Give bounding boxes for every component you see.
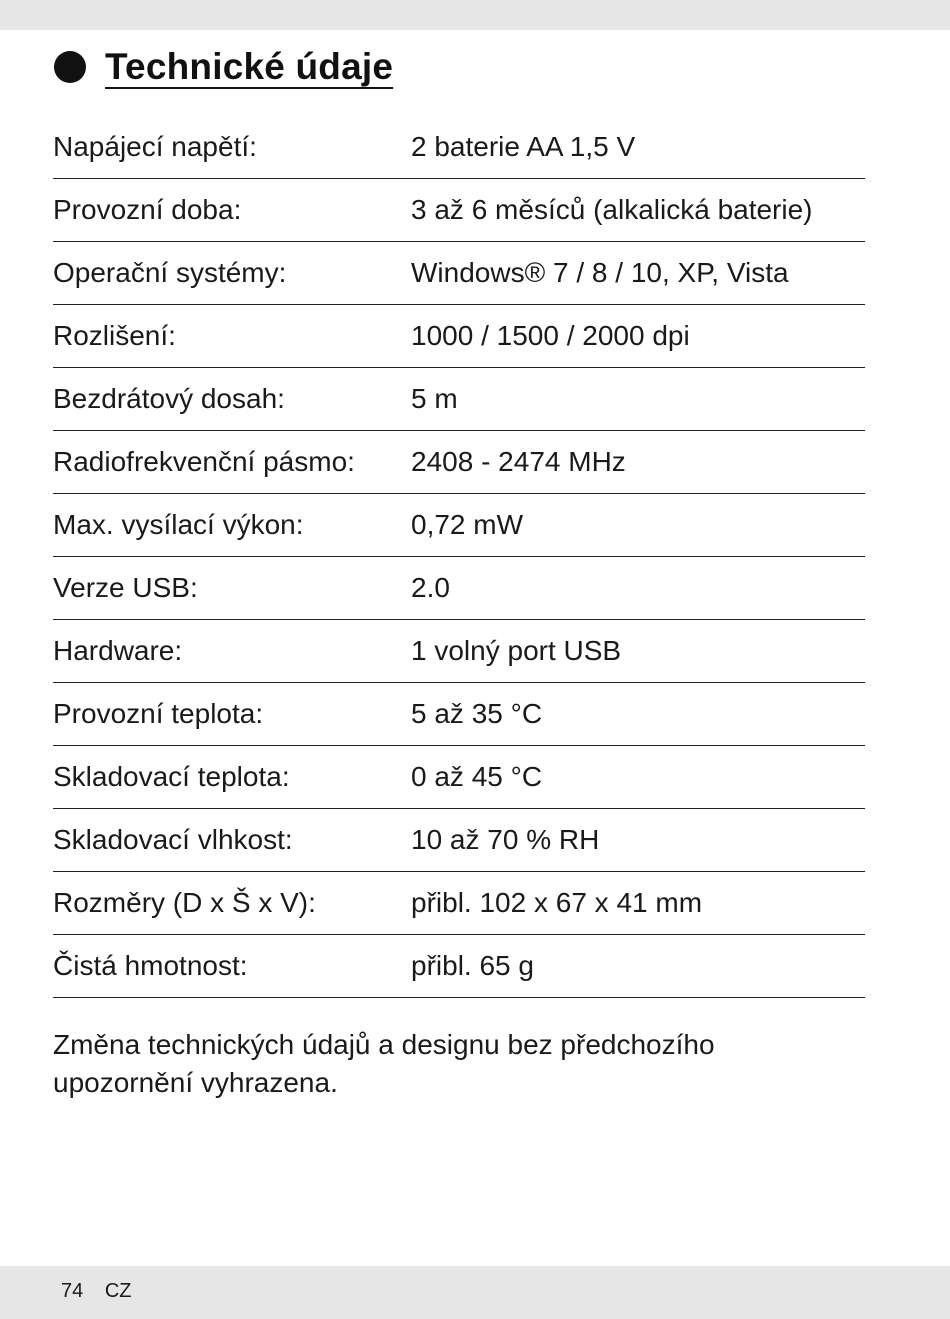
bullet-dot-icon [54,51,86,83]
spec-table [53,116,865,998]
table-row [53,494,865,557]
footer-band [0,1266,950,1319]
spec-value: 0,72 mW [411,509,524,540]
page-title: Technické údaje [105,46,394,87]
table-row [53,683,865,746]
spec-label: Rozměry (D x Š x V): [53,887,316,918]
spec-value: 0 až 45 °C [411,761,543,792]
top-margin-band [0,0,950,30]
spec-label: Max. vysílací výkon: [53,509,304,540]
spec-value: 1000 / 1500 / 2000 dpi [411,320,690,351]
spec-label: Napájecí napětí: [53,131,257,162]
spec-label: Provozní teplota: [53,698,264,729]
table-row [53,935,865,998]
table-row [53,809,865,872]
spec-label: Rozlišení: [53,320,176,351]
spec-label: Hardware: [53,635,183,666]
page-footer [61,1277,131,1305]
table-row [53,872,865,935]
spec-label: Radiofrekvenční pásmo: [53,446,355,477]
table-row [53,368,865,431]
spec-value: přibl. 65 g [411,950,534,981]
spec-value: přibl. 102 x 67 x 41 mm [411,887,703,918]
spec-label: Bezdrátový dosah: [53,383,285,414]
section-heading [54,46,393,88]
table-row [53,305,865,368]
spec-label: Skladovací teplota: [53,761,290,792]
disclaimer-line: Změna technických údajů a designu bez předchozího [53,1029,715,1060]
disclaimer-note [53,1026,865,1102]
spec-label: Čistá hmotnost: [53,950,248,981]
language-code: CZ [104,1280,132,1302]
spec-value: 10 až 70 % RH [411,824,600,855]
spec-value: 2.0 [411,572,450,603]
spec-value: 1 volný port USB [411,635,622,666]
page-number: 74 [61,1280,84,1302]
spec-value: 2408 - 2474 MHz [411,446,626,477]
spec-label: Operační systémy: [53,257,287,288]
spec-label: Verze USB: [53,572,198,603]
spec-value: 2 baterie AA 1,5 V [411,131,636,162]
spec-value: Windows® 7 / 8 / 10, XP, Vista [411,257,789,288]
table-row [53,179,865,242]
table-row [53,242,865,305]
spec-label: Provozní doba: [53,194,242,225]
table-row [53,116,865,179]
spec-label: Skladovací vlhkost: [53,824,293,855]
table-row [53,431,865,494]
table-row [53,746,865,809]
spec-value: 5 až 35 °C [411,698,543,729]
table-row [53,620,865,683]
disclaimer-line: upozornění vyhrazena. [53,1067,338,1098]
spec-value: 5 m [411,383,458,414]
table-row [53,557,865,620]
spec-value: 3 až 6 měsíců (alkalická baterie) [411,194,813,225]
